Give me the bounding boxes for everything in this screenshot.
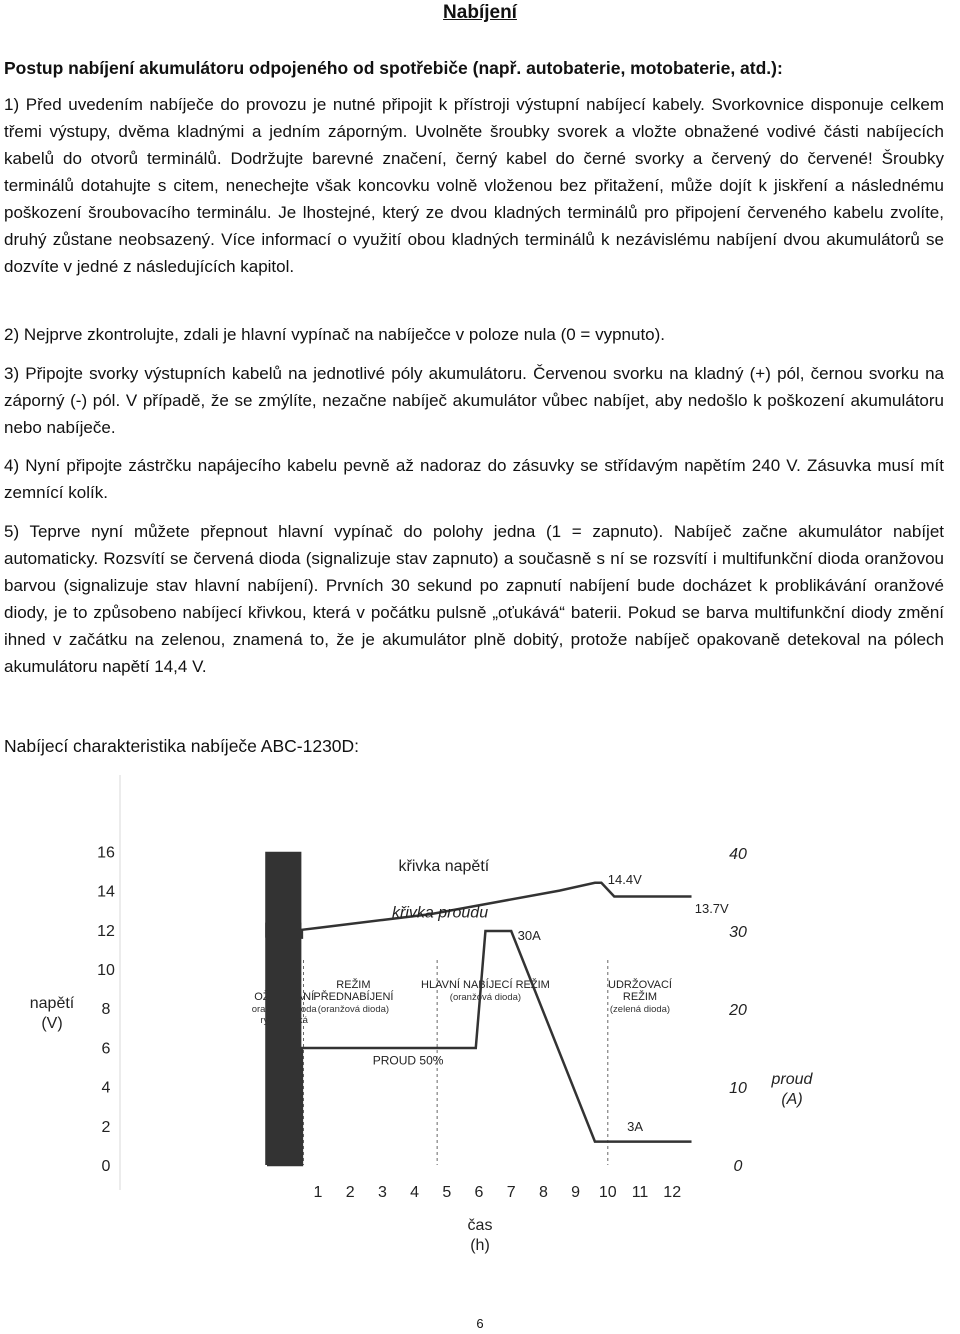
phase-label: OŽIVOVÁNÍ [254, 991, 315, 1003]
paragraph-3: 3) Připojte svorky výstupních kabelů na jednotlivé póly akumulátoru. Červenou svorku na kladný (+) pól, černou svorku na záporný (-) pól. V případě, že se zmýlíte, nezačne nabíječ akumulátor vůbec nabíjet, aby nedošlo k poškození akumulátoru nebo nabíječe. [4, 364, 944, 437]
chart-annotation: 3A [627, 1119, 644, 1134]
y-right-tick-label: 30 [729, 924, 747, 941]
y-left-axis-unit: (V) [41, 1015, 63, 1032]
y-left-tick-label: 2 [101, 1118, 111, 1136]
paragraph-4: 4) Nyní připojte zástrčku napájecího kabelu pevně až nadoraz do zásuvky se střídavým napětím 240 V. Zásuvka musí mít zemnící kolík. [4, 456, 944, 502]
phase-sublabel: (oranžová dioda) [317, 1004, 390, 1015]
current-curve-label: křivka proudu [392, 904, 489, 922]
x-tick-label: 5 [442, 1184, 452, 1201]
y-left-tick-label: 10 [97, 962, 115, 979]
phase-label: PŘEDNABÍJENÍ [313, 991, 394, 1003]
chart-annotation: 14.4V [607, 871, 642, 887]
x-tick-label: 12 [663, 1184, 682, 1201]
phase-label: HLAVNÍ NABÍJECÍ REŽIM [421, 979, 550, 991]
y-left-tick-label: 12 [97, 922, 115, 940]
y-left-tick-label: 4 [101, 1079, 111, 1097]
y-left-tick-label: 8 [101, 1001, 111, 1019]
phase-sublabel: rychle bliká [260, 1015, 308, 1026]
phase-label: REŽIM [336, 979, 371, 991]
section-subtitle: Postup nabíjení akumulátoru odpojeného od spotřebiče (např. autobaterie, motobaterie, atd.): [4, 58, 783, 78]
x-tick-label: 7 [506, 1184, 516, 1201]
page-number: 6 [476, 1316, 484, 1331]
x-tick-label: 9 [571, 1184, 581, 1201]
voltage-curve-label: křivka napětí [398, 858, 490, 876]
x-tick-label: 10 [598, 1184, 617, 1201]
y-left-tick-label: 14 [97, 883, 115, 901]
y-right-axis-unit: (A) [781, 1091, 803, 1108]
page-title: Nabíjení [443, 2, 517, 23]
x-axis-label: čas [467, 1217, 493, 1234]
y-right-tick-label: 40 [729, 846, 747, 863]
chart-annotation: 30A [517, 927, 541, 943]
x-tick-label: 3 [377, 1184, 387, 1201]
phase-sublabel: (oranžová dioda) [449, 992, 522, 1003]
paragraph-2: 2) Nejprve zkontrolujte, zdali je hlavní vypínač na nabíječce v poloze nula (0 = vypnuto). [4, 325, 666, 344]
charging-chart-svg [0, 770, 960, 1270]
x-axis-unit: (h) [470, 1237, 490, 1254]
y-right-tick-label: 10 [729, 1080, 747, 1097]
y-left-tick-label: 6 [101, 1040, 111, 1058]
phase-sublabel: oranžová dioda [251, 1004, 317, 1015]
x-tick-label: 8 [538, 1184, 548, 1201]
chart-annotation: 13.7V [694, 901, 729, 917]
y-right-tick-label: 0 [733, 1158, 743, 1175]
phase-label: REŽIM [267, 979, 302, 991]
y-right-axis-label: proud [771, 1071, 813, 1088]
y-left-tick-label: 16 [97, 844, 115, 862]
paragraph-1: 1) Před uvedením nabíječe do provozu je nutné připojit k přístroji výstupní nabíjecí kabely. Svorkovnice disponuje celkem třemi výstupy, dvěma kladnými a jedním záporným. Uvolněte šroubky svorek a vložte obnažené vodivé části nabíjecích kabelů do otvorů terminálů. Dodržujte barevné značení, černý kabel do černé svorky a červený do červené! Šroubky terminálů dotahujte s citem, nenechejte však koncovku volně vloženou bez přitažení, může dojít k jiskření a následnému poškození šroubovacího terminálu. Je lhostejné, který ze dvou kladných terminálů pro připojení červeného kabelu zvolíte, druhý zůstane neobsazený. Více informací o využití obou kladných terminálů k nezávislému nabíjení dvou akumulátorů se dozvíte v jedné z následujících kapitol. [4, 95, 944, 276]
phase-label: UDRŽOVACÍ [608, 979, 672, 991]
chart-annotation: PROUD 50% [372, 1053, 444, 1068]
charging-chart [0, 770, 960, 1270]
chart-caption: Nabíjecí charakteristika nabíječe ABC-1230D: [4, 736, 360, 756]
x-tick-label: 1 [313, 1184, 323, 1201]
x-tick-label: 2 [345, 1184, 355, 1201]
y-right-tick-label: 20 [729, 1002, 747, 1019]
x-tick-label: 4 [410, 1184, 420, 1201]
x-tick-label: 11 [631, 1184, 649, 1201]
y-left-tick-label: 0 [101, 1158, 111, 1175]
phase-sublabel: (zelená dioda) [609, 1004, 671, 1015]
phase-label: REŽIM [622, 991, 658, 1003]
x-tick-label: 6 [474, 1184, 484, 1201]
paragraph-5: 5) Teprve nyní můžete přepnout hlavní vypínač do polohy jedna (1 = zapnuto). Nabíječ začne akumulátor nabíjet automaticky. Rozsvítí se červená dioda (signalizuje stav zapnuto) a současně s ní se rozsvítí i multifunkční dioda oranžovou barvou (signalizuje stav hlavní nabíjení). Prvních 30 sekund po zapnutí nabíjení bude docházet k problikávání oranžové diody, je to způsobeno nabíjecí křivkou, která v počátku pulsně „oťukává“ baterii. Pokud se barva multifunkční diody změní ihned v začátku na zelenou, znamená to, že je akumulátor plně dobitý, protože nabíječ opakovaně detekoval na pólech akumulátoru napětí 14,4 V. [4, 522, 944, 676]
y-left-axis-label: napětí [29, 995, 75, 1012]
